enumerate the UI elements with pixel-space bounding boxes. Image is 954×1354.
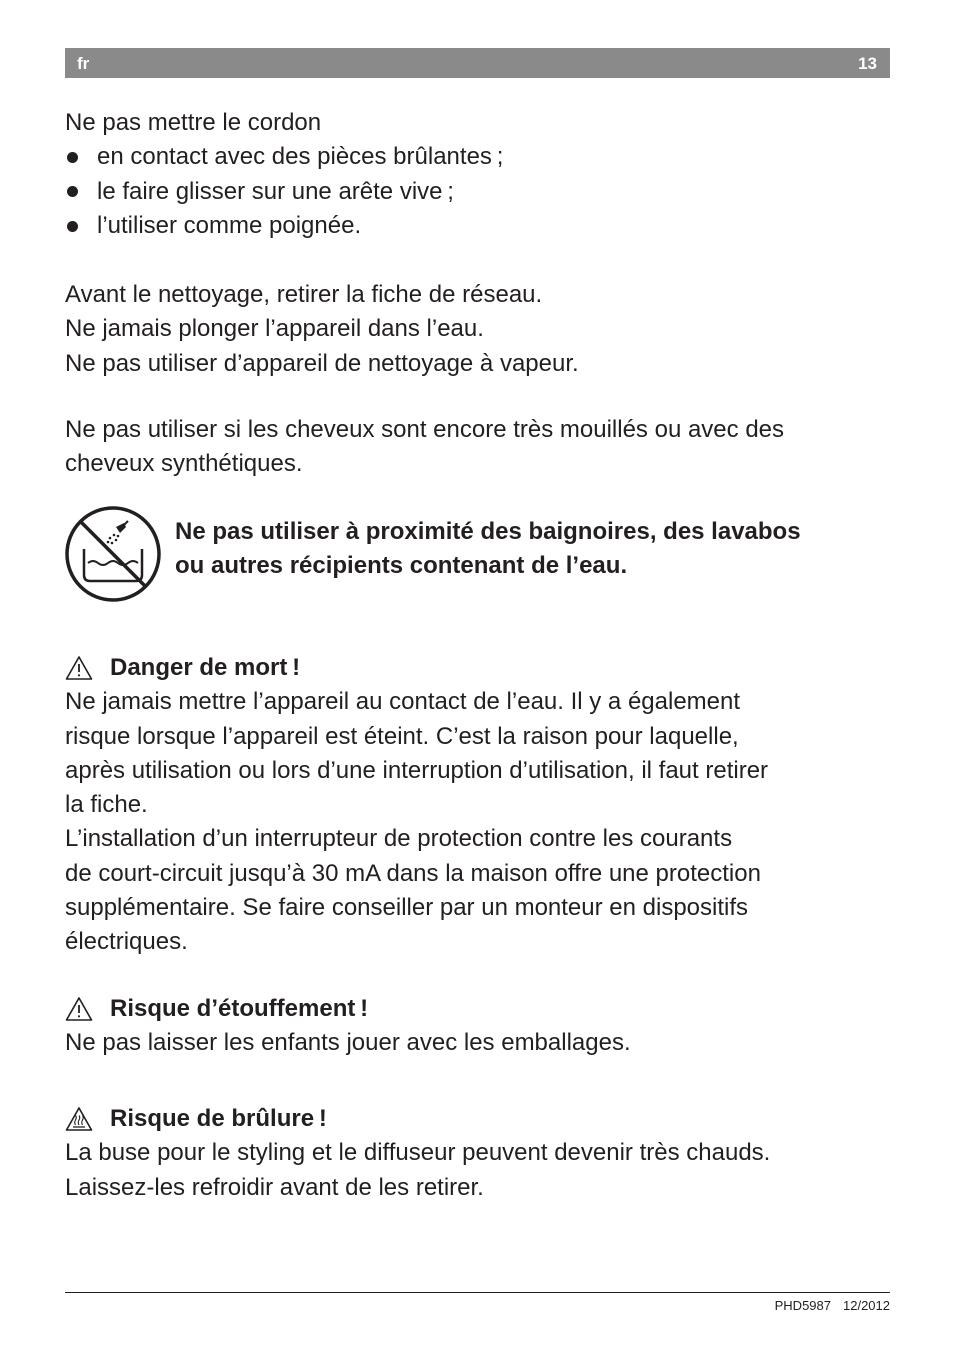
suffocation-section — [65, 992, 895, 1061]
paragraph-line: L’installation d’un interrupteur de protection contre les courants — [65, 825, 733, 853]
page-number: 13 — [858, 54, 877, 73]
section-heading — [65, 1102, 895, 1136]
paragraph-line: supplémentaire. Se faire conseiller par un monteur en dispositifs — [65, 894, 749, 922]
burn-section — [65, 1102, 895, 1205]
paragraph-line: Ne pas utiliser si les cheveux sont encore très mouillés ou avec des — [65, 416, 785, 443]
language-code: fr — [77, 54, 90, 73]
paragraph-line: risque lorsque l’appareil est éteint. C’est la raison pour laquelle, — [65, 722, 739, 750]
bullet-dot-icon — [67, 221, 78, 232]
paragraph-line: Ne jamais mettre l’appareil au contact de l’eau. Il y a également — [65, 688, 741, 716]
cleaning-section — [65, 278, 895, 381]
model-number: PHD5987 — [774, 1298, 831, 1313]
bullet-text: le faire glisser sur une arête vive ; — [97, 177, 454, 205]
bullet-item — [65, 209, 895, 243]
bullet-text: l’utiliser comme poignée. — [97, 211, 362, 239]
warning-line: Ne pas utiliser à proximité des baignoires, des lavabos — [175, 518, 801, 545]
warning-line: ou autres récipients contenant de l’eau. — [175, 552, 628, 580]
burn-heading: Risque de brûlure ! — [110, 1105, 327, 1132]
paragraph-line: Ne pas utiliser d’appareil de nettoyage à vapeur. — [65, 349, 579, 377]
paragraph-line: électriques. — [65, 928, 188, 956]
footer — [775, 1298, 890, 1313]
paragraph-line: Ne jamais plonger l’appareil dans l’eau. — [65, 315, 484, 343]
section-heading — [65, 992, 895, 1026]
paragraph-line: après utilisation ou lors d’une interruption d’utilisation, il faut retirer — [65, 756, 769, 784]
bullet-item — [65, 140, 895, 174]
hot-surface-warning-icon — [65, 1106, 93, 1132]
footer-divider — [65, 1292, 890, 1293]
danger-heading: Danger de mort ! — [110, 654, 301, 681]
warning-triangle-icon — [65, 655, 93, 681]
paragraph-line: La buse pour le styling et le diffuseur peuvent devenir très chauds. — [65, 1139, 771, 1167]
bullet-item — [65, 175, 895, 209]
warning-triangle-icon — [65, 996, 93, 1022]
no-water-near-bath-icon — [64, 505, 162, 603]
danger-section — [65, 651, 895, 960]
suffocation-heading: Risque d’étouffement ! — [110, 995, 369, 1022]
paragraph-line: la fiche. — [65, 791, 148, 819]
water-warning — [175, 515, 895, 584]
cord-intro: Ne pas mettre le cordon — [65, 109, 322, 136]
bullet-dot-icon — [67, 152, 78, 163]
paragraph-line: Ne pas laisser les enfants jouer avec les emballages. — [65, 1029, 631, 1057]
publication-date: 12/2012 — [843, 1298, 890, 1313]
bullet-text: en contact avec des pièces brûlantes ; — [97, 143, 504, 171]
paragraph-line: cheveux synthétiques. — [65, 450, 303, 478]
paragraph-line: Avant le nettoyage, retirer la fiche de réseau. — [65, 281, 543, 308]
section-heading — [65, 651, 895, 685]
paragraph-line: de court-circuit jusqu’à 30 mA dans la maison offre une protection — [65, 859, 761, 887]
cord-section — [65, 106, 895, 243]
bullet-dot-icon — [67, 186, 78, 197]
paragraph-line: Laissez-les refroidir avant de les retirer. — [65, 1173, 484, 1201]
hair-section — [65, 413, 895, 482]
page-header-bar — [65, 48, 890, 78]
